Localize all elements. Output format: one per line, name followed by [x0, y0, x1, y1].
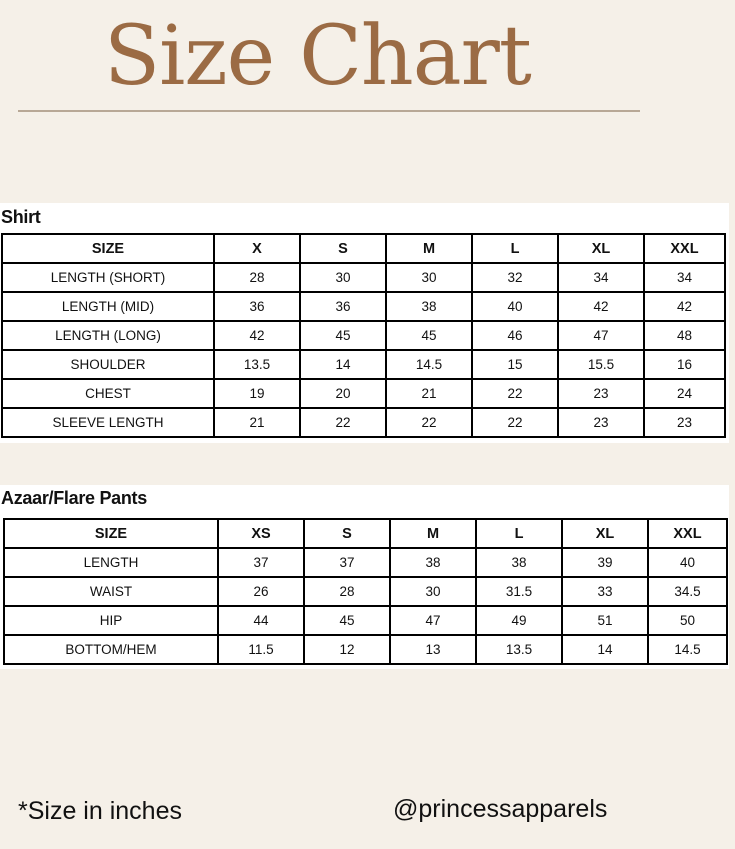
table-row	[4, 606, 727, 635]
measurement-label-cell: CHEST	[2, 379, 214, 408]
table-row	[4, 577, 727, 606]
measurement-value-cell: 44	[218, 606, 304, 635]
header-cell-size: SIZE	[2, 234, 214, 263]
measurement-value-cell: 51	[562, 606, 648, 635]
measurement-value-cell: 14	[300, 350, 386, 379]
measurement-value-cell: 31.5	[476, 577, 562, 606]
measurement-value-cell: 36	[214, 292, 300, 321]
header-cell-size-label: S	[300, 234, 386, 263]
measurement-value-cell: 38	[476, 548, 562, 577]
table-row	[2, 263, 725, 292]
measurement-value-cell: 38	[390, 548, 476, 577]
measurement-value-cell: 45	[386, 321, 472, 350]
header-cell-size-label: M	[386, 234, 472, 263]
measurement-label-cell: BOTTOM/HEM	[4, 635, 218, 664]
table-header-row	[2, 234, 725, 263]
measurement-value-cell: 45	[304, 606, 390, 635]
header-cell-size-label: L	[476, 519, 562, 548]
header-cell-size-label: XS	[218, 519, 304, 548]
measurement-value-cell: 33	[562, 577, 648, 606]
measurement-value-cell: 23	[558, 408, 644, 437]
measurement-value-cell: 42	[214, 321, 300, 350]
measurement-value-cell: 50	[648, 606, 727, 635]
measurement-value-cell: 48	[644, 321, 725, 350]
size-unit-note: *Size in inches	[18, 797, 182, 825]
measurement-value-cell: 32	[472, 263, 558, 292]
measurement-value-cell: 34	[558, 263, 644, 292]
measurement-value-cell: 26	[218, 577, 304, 606]
measurement-value-cell: 13.5	[214, 350, 300, 379]
measurement-value-cell: 19	[214, 379, 300, 408]
measurement-label-cell: SLEEVE LENGTH	[2, 408, 214, 437]
measurement-value-cell: 30	[386, 263, 472, 292]
measurement-value-cell: 39	[562, 548, 648, 577]
measurement-label-cell: LENGTH	[4, 548, 218, 577]
measurement-value-cell: 15	[472, 350, 558, 379]
measurement-value-cell: 21	[386, 379, 472, 408]
measurement-value-cell: 40	[472, 292, 558, 321]
measurement-value-cell: 42	[558, 292, 644, 321]
measurement-value-cell: 22	[300, 408, 386, 437]
measurement-value-cell: 16	[644, 350, 725, 379]
measurement-value-cell: 30	[390, 577, 476, 606]
table-row	[4, 548, 727, 577]
measurement-value-cell: 40	[648, 548, 727, 577]
measurement-label-cell: HIP	[4, 606, 218, 635]
shirt-size-table	[1, 233, 726, 438]
measurement-value-cell: 13	[390, 635, 476, 664]
measurement-value-cell: 37	[218, 548, 304, 577]
header-cell-size-label: XL	[562, 519, 648, 548]
measurement-value-cell: 38	[386, 292, 472, 321]
table-header-row	[4, 519, 727, 548]
measurement-value-cell: 22	[472, 379, 558, 408]
header-cell-size: SIZE	[4, 519, 218, 548]
measurement-label-cell: LENGTH (LONG)	[2, 321, 214, 350]
measurement-value-cell: 20	[300, 379, 386, 408]
measurement-value-cell: 14.5	[386, 350, 472, 379]
measurement-value-cell: 28	[214, 263, 300, 292]
table-row	[2, 292, 725, 321]
measurement-label-cell: LENGTH (SHORT)	[2, 263, 214, 292]
table-row	[4, 635, 727, 664]
measurement-value-cell: 11.5	[218, 635, 304, 664]
measurement-value-cell: 14	[562, 635, 648, 664]
measurement-value-cell: 34.5	[648, 577, 727, 606]
measurement-value-cell: 45	[300, 321, 386, 350]
measurement-value-cell: 23	[558, 379, 644, 408]
brand-handle: @princessapparels	[393, 795, 608, 823]
header-cell-size-label: XXL	[644, 234, 725, 263]
measurement-label-cell: WAIST	[4, 577, 218, 606]
measurement-value-cell: 30	[300, 263, 386, 292]
measurement-value-cell: 22	[472, 408, 558, 437]
measurement-value-cell: 37	[304, 548, 390, 577]
measurement-value-cell: 49	[476, 606, 562, 635]
measurement-value-cell: 23	[644, 408, 725, 437]
header-cell-size-label: M	[390, 519, 476, 548]
measurement-value-cell: 21	[214, 408, 300, 437]
table-row	[2, 408, 725, 437]
page-title: Size Chart	[104, 9, 531, 104]
title-divider	[18, 110, 640, 112]
header-cell-size-label: L	[472, 234, 558, 263]
measurement-value-cell: 47	[558, 321, 644, 350]
header-cell-size-label: S	[304, 519, 390, 548]
measurement-value-cell: 47	[390, 606, 476, 635]
measurement-value-cell: 22	[386, 408, 472, 437]
header-cell-size-label: XL	[558, 234, 644, 263]
pants-section-title: Azaar/Flare Pants	[1, 488, 147, 508]
measurement-value-cell: 42	[644, 292, 725, 321]
table-row	[2, 350, 725, 379]
measurement-value-cell: 28	[304, 577, 390, 606]
header-cell-size-label: XXL	[648, 519, 727, 548]
measurement-label-cell: SHOULDER	[2, 350, 214, 379]
measurement-value-cell: 34	[644, 263, 725, 292]
measurement-value-cell: 13.5	[476, 635, 562, 664]
measurement-value-cell: 14.5	[648, 635, 727, 664]
measurement-value-cell: 24	[644, 379, 725, 408]
header-cell-size-label: X	[214, 234, 300, 263]
table-row	[2, 379, 725, 408]
measurement-value-cell: 12	[304, 635, 390, 664]
shirt-section-title: Shirt	[1, 207, 41, 227]
measurement-label-cell: LENGTH (MID)	[2, 292, 214, 321]
table-row	[2, 321, 725, 350]
measurement-value-cell: 15.5	[558, 350, 644, 379]
measurement-value-cell: 46	[472, 321, 558, 350]
pants-size-table	[3, 518, 728, 665]
measurement-value-cell: 36	[300, 292, 386, 321]
